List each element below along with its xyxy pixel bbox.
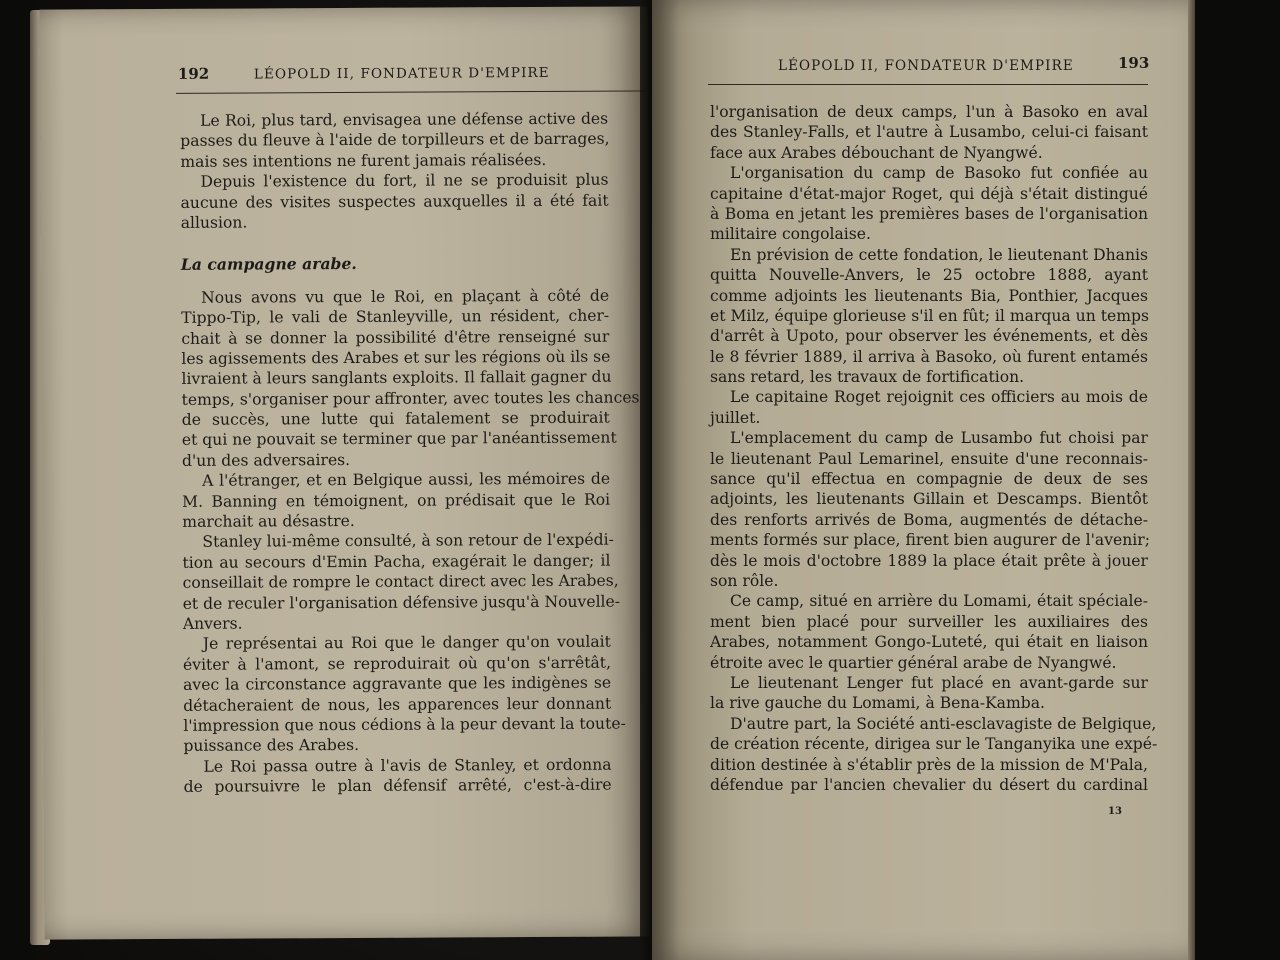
text-line: éviter à l'amont, se reproduirait où qu'on s'arrêtât, [182, 653, 612, 674]
paragraph [710, 673, 1148, 714]
paragraph [180, 170, 608, 233]
text-line: d'un des adversaires. [181, 450, 351, 470]
left-page [40, 6, 653, 939]
text-line: tion au secours d'Emin Pacha, exagérait le danger; il [182, 551, 611, 572]
text-line: capitaine d'état-major Roget, qui déjà s'était distingué [710, 184, 1148, 203]
text-line: les agissements des Arabes et sur les régions où ils se [181, 347, 611, 368]
text-line: marchait au désastre. [182, 511, 355, 531]
text-line: Le Roi, plus tard, envisagea une défense active des [200, 109, 609, 130]
text-line: sans retard, les travaux de fortification. [710, 368, 1025, 387]
text-line: Tippo-Tip, le vali de Stanleyville, un résident, cher- [181, 306, 610, 327]
page-number: 192 [177, 64, 210, 83]
text-line: défendue par l'ancien chevalier du désert du cardinal [710, 775, 1148, 794]
text-line: puissance des Arabes. [183, 736, 360, 756]
text-line: temps, s'organiser pour affronter, avec toutes les chances [181, 388, 640, 409]
text-line: Ce camp, situé en arrière du Lomami, était spéciale- [730, 592, 1148, 611]
paragraph [181, 285, 640, 471]
paragraph [183, 754, 611, 797]
text-line: dès le mois d'octobre 1889 la place était prête à jouer [710, 551, 1148, 570]
running-head: LÉOPOLD II, FONDATEUR D'EMPIRE [253, 64, 550, 83]
text-line: Arabes, notamment Gongo-Luteté, qui était en liaison [710, 633, 1148, 652]
text-line: sance qu'il effectua en compagnie de deux de ses [710, 470, 1148, 489]
text-line: A l'étranger, et en Belgique aussi, les mémoires de [201, 469, 611, 491]
text-line: Depuis l'existence du fort, il ne se produisit plus [200, 170, 609, 191]
paragraph [710, 714, 1158, 796]
header-rule [708, 84, 1148, 85]
text-line: et Milz, équipe glorieuse s'il en fût; il marqua un temps [710, 306, 1149, 325]
text-line: juillet. [710, 408, 761, 427]
text-line: Le Roi passa outre à l'avis de Stanley, et ordonna [203, 755, 612, 776]
text-line: l'impression que nous cédions à la peur devant la toute- [183, 714, 626, 735]
text-line: ments formés sur place, firent bien augurer de l'avenir; [710, 531, 1150, 550]
text-line: le 8 février 1889, il arriva à Basoko, où furent entamés [710, 347, 1148, 366]
paragraph [182, 632, 626, 757]
text-line: étroite avec le quartier général arabe de Nyangwé. [710, 653, 1117, 672]
page-number: 193 [1118, 54, 1150, 72]
paragraph [710, 245, 1148, 388]
text-line: Stanley lui-même consulté, à son retour de l'expédi- [202, 531, 614, 552]
text-line: de poursuivre le plan défensif arrêté, c'est-à-dire [183, 775, 612, 796]
text-line: En prévision de cette fondation, le lieutenant Dhanis [730, 245, 1148, 264]
text-line: conseillait de rompre le contact direct avec les Arabes, [182, 571, 619, 593]
running-head: LÉOPOLD II, FONDATEUR D'EMPIRE [778, 58, 1074, 74]
text-line: militaire congolaise. [710, 225, 871, 244]
text-line: comme adjoints les lieutenants Bia, Ponthier, Jacques [710, 286, 1148, 305]
right-page [652, 0, 1188, 960]
text-line: passes du fleuve à l'aide de torpilleurs et de barrages, [180, 130, 610, 151]
text-line: allusion. [180, 213, 248, 232]
text-line: L'emplacement du camp de Lusambo fut choisi par [730, 429, 1148, 448]
paragraph [710, 387, 1148, 428]
paragraph [710, 591, 1148, 673]
text-line: de création récente, dirigea sur le Tanganyika une expé- [710, 735, 1158, 754]
background-right [1190, 0, 1280, 960]
right-text-block [710, 102, 1158, 795]
paragraph [710, 428, 1148, 591]
text-line: des renforts arrivés de Boma, augmentés de détache- [710, 510, 1148, 529]
text-line: et de reculer l'organisation défensive jusqu'à Nouvelle- [182, 592, 621, 613]
text-line: Le capitaine Roget rejoignit ces officiers au mois de [730, 388, 1148, 407]
text-line: l'organisation de deux camps, l'un à Basoko en aval [710, 103, 1148, 121]
text-line: aucune des visites suspectes auxquelles il a été fait [180, 191, 609, 212]
text-line: détacheraient de nous, les apparences leur donnant [183, 694, 612, 715]
text-line: mais ses intentions ne furent jamais réalisées. [180, 150, 547, 171]
text-line: face aux Arabes débouchant de Nyangwé. [710, 143, 1043, 162]
text-line: adjoints, les lieutenants Gillain et Descamps. Bientôt [710, 490, 1148, 509]
text-line: dition destinée à s'établir près de la mission de M'Pala, [710, 755, 1148, 774]
text-line: L'organisation du camp de Basoko fut confiée au [730, 164, 1148, 183]
text-line: de succès, une lutte qui fatalement se produirait [181, 408, 610, 429]
text-line: la rive gauche du Lomami, à Bena-Kamba. [710, 694, 1045, 713]
text-line: Je représentai au Roi que le danger qu'on voulait [202, 632, 611, 654]
text-line: d'arrêt à Upoto, pour observer les événements, et dès [710, 327, 1148, 346]
text-line: Nous avons vu que le Roi, en plaçant à côté de [201, 286, 610, 307]
section-title: La campagne arabe. [180, 254, 357, 275]
paragraph [182, 469, 610, 532]
text-line: quitta Nouvelle-Anvers, le 25 octobre 1888, ayant [710, 266, 1148, 285]
text-line: des Stanley-Falls, et l'autre à Lusambo, celui-ci faisant [710, 123, 1148, 142]
text-line: Anvers. [182, 614, 243, 633]
text-line: chait à se donner la possibilité d'être renseigné sur [181, 327, 610, 348]
text-line: ment bien placé pour surveiller les auxiliaires des [710, 612, 1148, 631]
text-line: à Boma en jetant les premières bases de l'organisation [710, 204, 1148, 223]
paragraph [182, 530, 621, 634]
text-line: et qui ne pouvait se terminer que par l'anéantissement [181, 429, 617, 450]
text-line: le lieutenant Paul Lemarinel, ensuite d'une reconnais- [710, 449, 1148, 468]
text-line: avec la circonstance aggravante que les indigènes se [183, 673, 612, 695]
left-text-block [180, 109, 640, 798]
header-rule [176, 90, 646, 93]
paragraph [180, 109, 608, 172]
text-line: Le lieutenant Lenger fut placé en avant-garde sur [730, 673, 1148, 692]
signature-mark: 13 [1108, 806, 1122, 817]
text-line: D'autre part, la Société anti-esclavagiste de Belgique, [730, 714, 1157, 733]
text-line: M. Banning en témoignent, on prédisait que le Roi [182, 490, 611, 511]
paragraph [710, 102, 1148, 163]
paragraph [710, 163, 1148, 245]
text-line: son rôle. [710, 571, 779, 590]
text-line: livraient à leurs sanglants exploits. Il fallait gagner du [181, 367, 612, 389]
